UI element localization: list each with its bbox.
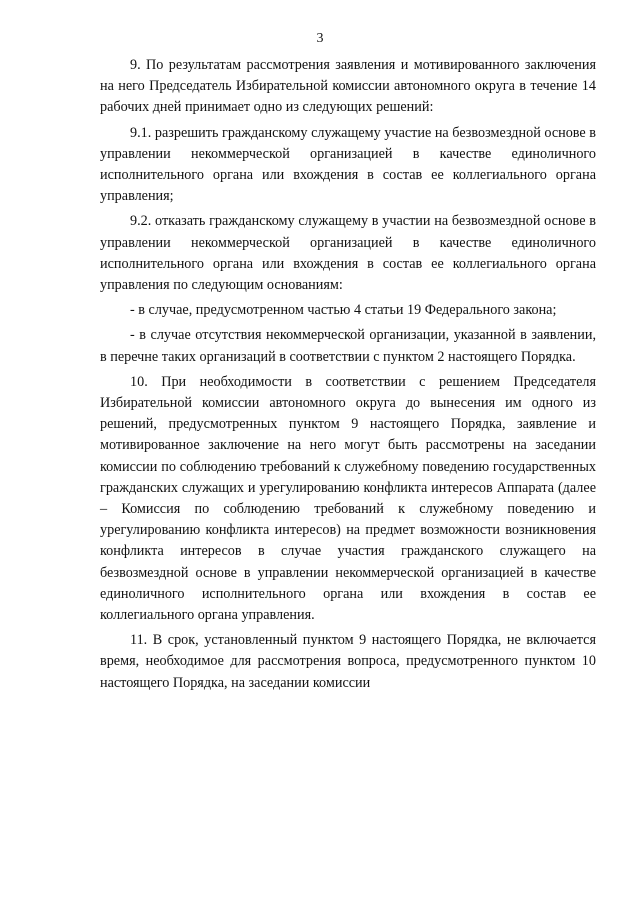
paragraph-11: 11. В срок, установленный пунктом 9 настоящего Порядка, не включается время, необходимое для рассмотрения вопроса, предусмотренного пунктом 10 настоящего Порядка, на заседании комиссии [100,632,596,691]
paragraph-10: 10. При необходимости в соответствии с решением Председателя Избирательной комиссии автономного округа до вынесения им одного из решений, предусмотренных пунктом 9 настоящего Порядка, заявление и мотивированное заключение на него могут быть рассмотрены на заседании комиссии по соблюдению требований к служебному поведению государственных гражданских служащих и урегулированию конфликта интересов Аппарата (далее – Комиссия по соблюдению требований к служебному поведению и урегулированию конфликта интересов) на предмет возможности возникновения конфликта интересов в случае участия гражданского служащего на безвозмездной основе в управлении некоммерческой организацией в качестве единоличного исполнительного органа или вхождения в состав ее коллегиального органа управления. [100,373,596,624]
paragraph-9-1: 9.1. разрешить гражданскому служащему участие на безвозмездной основе в управлении некоммерческой организацией в качестве единоличного исполнительного органа или вхождения в состав ее коллегиального органа управления; [100,124,596,205]
page-number: 3 [316,31,324,46]
paragraph-9-2: 9.2. отказать гражданскому служащему в участии на безвозмездной основе в управлении некоммерческой организацией в качестве единоличного исполнительного органа или вхождения в состав ее коллегиального органа управления по следующим основаниям: [100,213,596,294]
paragraph-9: 9. По результатам рассмотрения заявления и мотивированного заключения на него Председатель Избирательной комиссии автономного округа в течение 14 рабочих дней принимает одно из следующих решений: [100,57,596,116]
list-item-ground-1: - в случае, предусмотренном частью 4 статьи 19 Федерального закона; [130,302,557,319]
list-item-ground-2: - в случае отсутствия некоммерческой организации, указанной в заявлении, в перечне таких организаций в соответствии с пунктом 2 настоящего Порядка. [100,327,596,365]
document-body [100,55,596,698]
